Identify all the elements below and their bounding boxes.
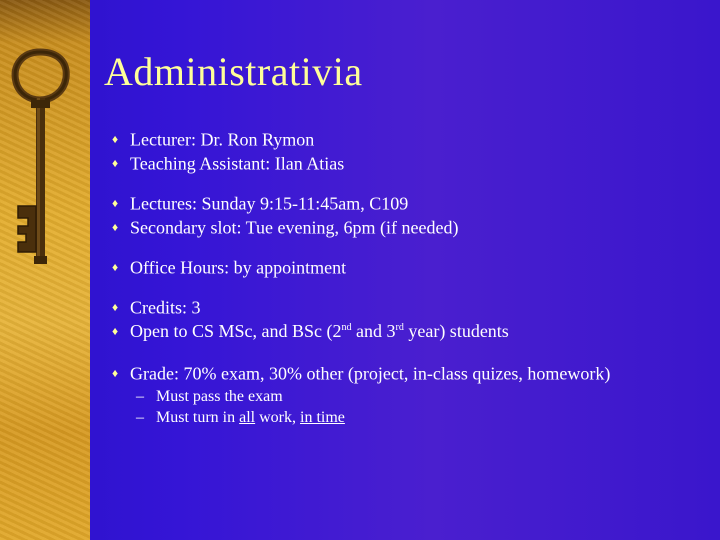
slide-title: Administrativia	[104, 49, 363, 94]
diamond-bullet-icon: ♦	[112, 300, 119, 315]
bullet-secondary-slot: ♦ Secondary slot: Tue evening, 6pm (if needed)	[112, 217, 459, 238]
bullet-credits: ♦ Credits: 3	[112, 297, 201, 318]
diamond-bullet-icon: ♦	[112, 260, 119, 275]
bullet-lectures: ♦ Lectures: Sunday 9:15-11:45am, C109	[112, 193, 409, 214]
bullet-office-hours: ♦ Office Hours: by appointment	[112, 257, 347, 278]
diamond-bullet-icon: ♦	[112, 132, 119, 147]
bullet-teaching-assistant: ♦ Teaching Assistant: Ilan Atias	[112, 153, 345, 174]
bullet-open-to: ♦ Open to CS MSc, and BSc (2nd and 3rd year) students	[112, 321, 509, 342]
diamond-bullet-icon: ♦	[112, 366, 119, 381]
diamond-bullet-icon: ♦	[112, 220, 119, 235]
dash-bullet-icon: –	[136, 409, 144, 426]
bullet-grade: ♦ Grade: 70% exam, 30% other (project, in-class quizes, homework)	[112, 363, 611, 384]
bullet-lecturer: ♦ Lecturer: Dr. Ron Rymon	[112, 129, 315, 150]
dash-bullet-icon: –	[136, 388, 144, 405]
diamond-bullet-icon: ♦	[112, 156, 119, 171]
diamond-bullet-icon: ♦	[112, 324, 119, 339]
diamond-bullet-icon: ♦	[112, 196, 119, 211]
sub-bullet-pass-exam: – Must pass the exam	[136, 388, 283, 405]
key-icon	[0, 38, 90, 278]
sub-bullet-turn-in: – Must turn in all work, in time	[136, 409, 345, 426]
